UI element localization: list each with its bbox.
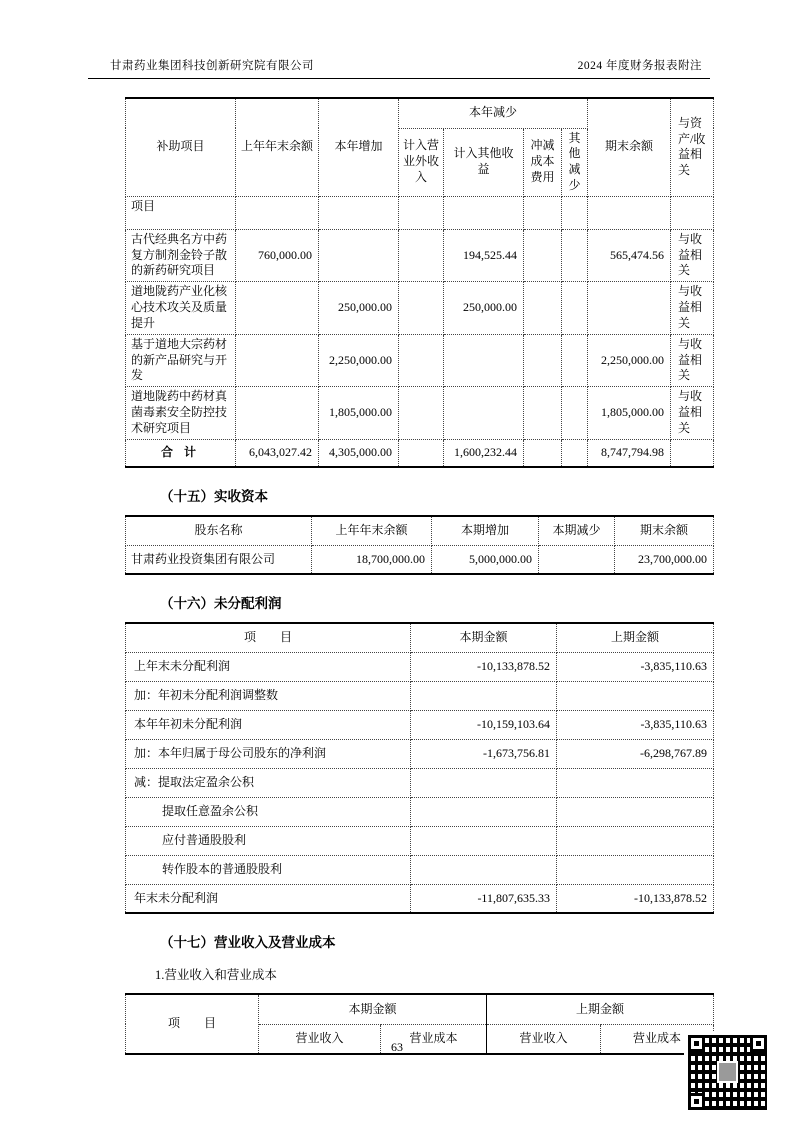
cell-ending: 1,805,000.00: [588, 387, 671, 439]
page-header: [110, 57, 702, 73]
cell-prior: [557, 681, 714, 710]
qr-center-logo: [717, 1061, 738, 1083]
cell-ending: 23,700,000.00: [615, 545, 714, 574]
cell-current: -1,673,756.81: [411, 739, 557, 768]
cell-ending: [588, 282, 671, 334]
cell-prior: -6,298,767.89: [557, 739, 714, 768]
header-row: [126, 994, 714, 1024]
cell-related: 与收益相关: [671, 387, 714, 439]
cell-item: 年末未分配利润: [126, 884, 411, 913]
cell-prior: [236, 282, 319, 334]
table-row: [126, 768, 714, 797]
col-header-prior-revenue: 营业收入: [487, 1024, 601, 1054]
cell-dec-non-operating: [399, 387, 444, 439]
table-row: [126, 196, 714, 229]
cell-prior: -3,835,110.63: [557, 652, 714, 681]
header-divider: [88, 78, 710, 79]
col-header-prior-balance: 上年年末余额: [236, 98, 319, 196]
total-row: [126, 439, 714, 467]
cell-current: [411, 681, 557, 710]
col-header-prior-group: 上期金额: [487, 994, 714, 1024]
qr-finder-icon: [688, 1093, 705, 1110]
section-title-15: （十五）实收资本: [160, 489, 268, 505]
cell-prior: [557, 826, 714, 855]
cell-current: -10,133,878.52: [411, 652, 557, 681]
table-row: [126, 334, 714, 386]
table-row: [126, 797, 714, 826]
cell-dec-other: [562, 229, 588, 281]
col-header-project: 补助项目: [126, 98, 236, 196]
subsidy-table: [125, 97, 714, 468]
cell-related: 与收益相关: [671, 334, 714, 386]
cell-dec-offset-cost: [524, 387, 562, 439]
cell-prior: -10,133,878.52: [557, 884, 714, 913]
cell-item: 本年年初未分配利润: [126, 710, 411, 739]
table-row: [126, 652, 714, 681]
col-header-dec-other-income: 计入其他收益: [444, 128, 524, 196]
cell-ending: 565,474.56: [588, 229, 671, 281]
cell-ending: 2,250,000.00: [588, 334, 671, 386]
col-header-related: 与资产/收益相关: [671, 98, 714, 196]
document-title: 2024 年度财务报表附注: [577, 60, 702, 72]
col-header-item: 项 目: [126, 994, 259, 1054]
cell-dec-other-income: 250,000.00: [444, 282, 524, 334]
col-header-decrease: 本期减少: [539, 516, 615, 545]
cell-increase: 5,000,000.00: [432, 545, 539, 574]
cell-prior: 760,000.00: [236, 229, 319, 281]
cell-increase: 1,805,000.00: [319, 387, 399, 439]
total-dec-offset-cost: [524, 439, 562, 467]
cell-decrease: [539, 545, 615, 574]
cell-dec-non-operating: [399, 229, 444, 281]
cell-dec-other-income: [444, 387, 524, 439]
cell-prior: 18,700,000.00: [312, 545, 432, 574]
col-header-dec-non-operating: 计入营业外收入: [399, 128, 444, 196]
cell-current: [411, 826, 557, 855]
table-row: [126, 545, 714, 574]
col-header-ending-balance: 期末余额: [615, 516, 714, 545]
cell-prior: [236, 334, 319, 386]
total-ending: 8,747,794.98: [588, 439, 671, 467]
table-row: [126, 282, 714, 334]
col-header-prior: 上期金额: [557, 623, 714, 652]
cell-project: 道地陇药中药材真菌毒素安全防控技术研究项目: [126, 387, 236, 439]
total-dec-other: [562, 439, 588, 467]
table-row: [126, 229, 714, 281]
cell-item: 转作股本的普通股股利: [126, 855, 411, 884]
col-header-current-cost: 营业成本: [381, 1024, 487, 1054]
cell-current: -11,807,635.33: [411, 884, 557, 913]
qr-finder-icon: [750, 1035, 767, 1052]
cell-current: [411, 797, 557, 826]
total-dec-other-income: 1,600,232.44: [444, 439, 524, 467]
qr-finder-icon: [688, 1035, 705, 1052]
total-dec-non-operating: [399, 439, 444, 467]
col-header-current-revenue: 营业收入: [259, 1024, 381, 1054]
total-prior: 6,043,027.42: [236, 439, 319, 467]
cell-prior: -3,835,110.63: [557, 710, 714, 739]
cell-dec-other: [562, 387, 588, 439]
col-header-shareholder: 股东名称: [126, 516, 312, 545]
header-row: [126, 623, 714, 652]
cell-dec-non-operating: [399, 282, 444, 334]
table-row: [126, 826, 714, 855]
cell-project: 基于道地大宗药材的新产品研究与开发: [126, 334, 236, 386]
cell-increase: [319, 229, 399, 281]
cell-item: 上年末未分配利润: [126, 652, 411, 681]
table-row: [126, 681, 714, 710]
col-header-increase: 本期增加: [432, 516, 539, 545]
cell-item: 减：提取法定盈余公积: [126, 768, 411, 797]
table-row: [126, 884, 714, 913]
table-row: [126, 387, 714, 439]
section-subtitle-17-1: 1.营业收入和营业成本: [155, 968, 277, 983]
cell-prior: [557, 797, 714, 826]
cell-project: 道地陇药产业化核心技术攻关及质量提升: [126, 282, 236, 334]
cell-item: 应付普通股股利: [126, 826, 411, 855]
cell-current: [411, 768, 557, 797]
subheader-project-label: 项目: [126, 196, 236, 229]
cell-current: -10,159,103.64: [411, 710, 557, 739]
total-label: 合 计: [126, 439, 236, 467]
total-increase: 4,305,000.00: [319, 439, 399, 467]
table-row: [126, 710, 714, 739]
cell-project: 古代经典名方中药复方制剂金铃子散的新药研究项目: [126, 229, 236, 281]
cell-prior: [557, 855, 714, 884]
cell-shareholder: 甘肃药业投资集团有限公司: [126, 545, 312, 574]
cell-increase: 250,000.00: [319, 282, 399, 334]
col-header-item: 项 目: [126, 623, 411, 652]
table-row: [126, 739, 714, 768]
cell-current: [411, 855, 557, 884]
cell-dec-offset-cost: [524, 334, 562, 386]
col-header-current: 本期金额: [411, 623, 557, 652]
cell-dec-offset-cost: [524, 282, 562, 334]
table-row: [126, 855, 714, 884]
cell-item: 加：年初未分配利润调整数: [126, 681, 411, 710]
company-name: 甘肃药业集团科技创新研究院有限公司: [110, 60, 314, 72]
cell-prior: [236, 387, 319, 439]
cell-dec-non-operating: [399, 334, 444, 386]
cell-prior: [557, 768, 714, 797]
col-header-prior-balance: 上年年末余额: [312, 516, 432, 545]
section-title-17: （十七）营业收入及营业成本: [160, 935, 336, 951]
cell-item: 加：本年归属于母公司股东的净利润: [126, 739, 411, 768]
cell-item: 提取任意盈余公积: [126, 797, 411, 826]
col-header-prior-cost: 营业成本: [601, 1024, 714, 1054]
col-header-current-group: 本期金额: [259, 994, 487, 1024]
qr-code-icon: [688, 1035, 767, 1110]
cell-dec-other: [562, 282, 588, 334]
col-header-dec-offset-cost: 冲减成本费用: [524, 128, 562, 196]
col-header-decrease-group: 本年减少: [399, 98, 588, 128]
cell-dec-other-income: [444, 334, 524, 386]
col-header-ending-balance: 期末余额: [588, 98, 671, 196]
cell-dec-offset-cost: [524, 229, 562, 281]
cell-dec-other: [562, 334, 588, 386]
page-number: 63: [391, 1040, 403, 1054]
section-title-16: （十六）未分配利润: [160, 596, 282, 612]
retained-earnings-table: [125, 622, 714, 914]
header-row: [126, 516, 714, 545]
cell-related: 与收益相关: [671, 282, 714, 334]
col-header-dec-other: 其他减少: [562, 128, 588, 196]
cell-related: 与收益相关: [671, 229, 714, 281]
paid-in-capital-table: [125, 515, 714, 575]
page-content: [125, 97, 713, 1055]
cell-increase: 2,250,000.00: [319, 334, 399, 386]
cell-dec-other-income: 194,525.44: [444, 229, 524, 281]
col-header-increase: 本年增加: [319, 98, 399, 196]
total-related: [671, 439, 714, 467]
